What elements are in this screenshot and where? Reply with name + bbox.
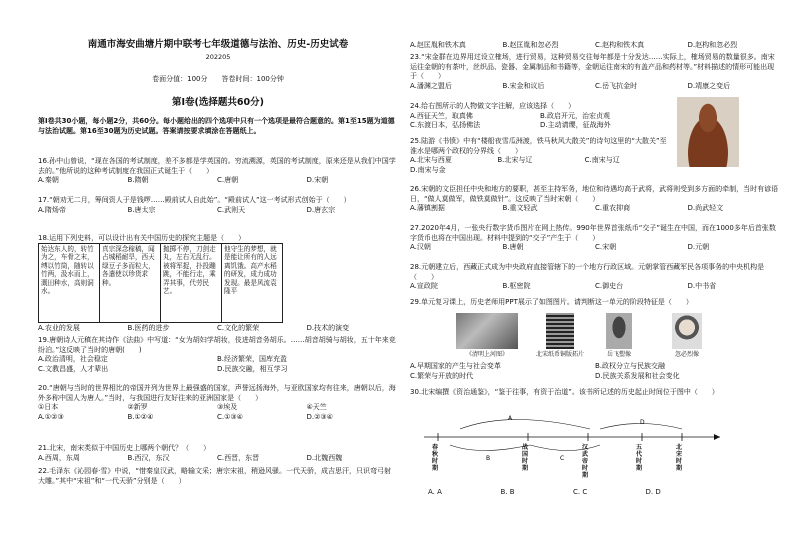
banknote-plate-image: [546, 313, 574, 349]
option-d: D.靖康之变后: [687, 81, 731, 90]
option-d: D.民族关系发展和社会变化: [595, 371, 680, 380]
option-d: D.②③④: [306, 412, 333, 421]
option-b: B.重文轻武: [502, 204, 538, 213]
option-a: A.藩镇割据: [410, 204, 445, 213]
option-c: C.宋朝: [595, 243, 617, 252]
question-stem: 18.运用下列史料，可以设计出有关中国历史的探究主题是（ ）: [38, 234, 246, 242]
question-stem: 25.陆游《书愤》中有“楼船夜雪瓜洲渡，铁马秋风大散关”的诗句这里的“大散关”至淮水是哪两个政权的分界线（ ）: [410, 137, 667, 155]
option-b: B.①②④: [127, 412, 154, 421]
question-25: [410, 137, 672, 175]
timeline-mark: B: [486, 455, 491, 462]
section-intro: 第Ⅰ卷共30小题，每小题2分，共60分。每小题给出的四个选项中只有一个选项是最符合题意的。第1至15题为道德与法治试题。第16至30题为历史试题。答案请按要求填涂在答题纸上。: [38, 117, 395, 135]
section-title: 第Ⅰ卷(选择题共60分): [172, 97, 264, 108]
question-17: [38, 196, 396, 215]
source-cell: 真宗深念稼稿，闻占城稻耐旱，西天绿豆子多而粒大，各遣使以珍货求种。: [100, 244, 161, 323]
option-c: C.唐朝: [217, 176, 239, 185]
option-c: C.岳飞抗金时: [595, 81, 638, 90]
option-d: D.民族交融，相互学习: [217, 364, 288, 373]
option-b: B.赵匡胤和忽必烈: [502, 41, 559, 49]
option-c: C. C: [573, 488, 588, 496]
option-a: A.北宋与西夏: [410, 156, 452, 165]
option-d: D.元朝: [687, 243, 710, 252]
exam-date: 202205: [205, 53, 231, 61]
option-a: A.秦朝: [38, 176, 59, 185]
question-stem: 28.元朝建立后，西藏正式成为中央政府直接管辖下的一个地方行政区域。元朝掌管西藏军民各项事务的中央机构是（ ）: [410, 263, 765, 281]
source-cell: 始达东人的，转竹为之，车骨之末，缚以竹筒，随转以竹两，汲水而上，溉田种水，高则洞水。: [39, 244, 100, 323]
question-stem: 29.单元复习课上，历史老师用PPT展示了如图图片。请判断这一单元的阶段特征是（ ）: [410, 298, 693, 306]
question-stem: 17.“朝劝无二月，筹间资人于是钱啰……殿前试人自此始”。“殿前试人”这一考试形式创始于（ ）: [38, 196, 351, 204]
question-23: [410, 53, 780, 91]
option-d: D.北魏西魏: [306, 453, 343, 462]
question-stem: 26.宋朝的文臣担任中央和地方的要职，甚至主持军务，地位和待遇均高于武将，武将则受到多方面的牵制，当时有谚语日，“做人莫做军，做铁莫做针”。这反映了当时宋朝（ ）: [410, 185, 779, 203]
item: ①日本: [38, 403, 59, 412]
caption: 岳飞塑像: [606, 351, 631, 358]
option-b: B.政启开元，治宏贞观: [540, 111, 611, 120]
question-26: [410, 185, 780, 214]
item: ③埃及: [217, 403, 238, 412]
option-b: B.政权分立与民族交融: [595, 362, 666, 370]
question-27: [410, 224, 780, 253]
question-29: [410, 298, 780, 308]
option-b: B.唐朝: [502, 243, 524, 252]
option-d: D.唐玄宗: [306, 205, 336, 214]
option-b: B.北宋与辽: [497, 156, 533, 165]
option-d: D. D: [645, 488, 661, 496]
question-stem: 24.给右图所示的人物做文字注解，应该选择（ ）: [410, 102, 576, 110]
item: ②新罗: [127, 403, 148, 412]
question-22: [38, 467, 396, 486]
timeline-label: 春秋时期: [432, 444, 439, 472]
caption: 北宋纸币铜版拓片: [535, 351, 584, 358]
caption: 《清明上河图》: [465, 351, 508, 358]
timeline-diagram: [420, 412, 720, 484]
option-a: A.赵匡胤和铁木真: [410, 41, 466, 49]
timeline-mark: D: [640, 419, 645, 426]
option-a: A.汉朝: [410, 243, 431, 252]
source-cell: 抛掷不停，刀剑走丸，左右无乱行。被将军捉，扑投蹦跳，不能行走，乘弄其事，代劳民艺。: [161, 244, 222, 323]
exam-meta: 卷面分值：100分 答卷时间：100分钟: [152, 75, 284, 83]
option-c: C.文化的繁荣: [217, 324, 260, 332]
question-stem: 21.北宋，南宋类似于中国历史上哪两个朝代？（ ）: [38, 444, 211, 452]
caption: 忽必烈像: [674, 351, 699, 358]
question-28: [410, 263, 780, 292]
question-stem: 22.毛泽东《沁园春·雪》中说，“惜秦皇汉武，略输文采；唐宗宋祖，稍逊风骚。一代天骄，成吉思汗，只识弯弓射大雕。”其中“宋祖”和“一代天骄”分别是（ ）: [38, 467, 391, 485]
portrait-image: [672, 313, 702, 349]
option-d: D.赵构和忽必烈: [687, 41, 738, 49]
option-b: B.经济繁荣，国库充盈: [217, 355, 288, 364]
question-19: [38, 336, 396, 374]
item: ④天竺: [306, 403, 327, 412]
exam-title: 南通市海安曲塘片期中联考七年级道德与法治、历史-历史试卷: [87, 39, 349, 50]
question-22-options: [410, 41, 780, 51]
option-c: C.赵构和铁木真: [595, 41, 645, 49]
timeline-label: 北宋时期: [676, 444, 683, 472]
option-c: C.繁荣与开放的时代: [410, 371, 474, 380]
timeline-mark: A: [508, 415, 513, 422]
statue-image: [606, 313, 632, 349]
option-b: B.医药的进步: [127, 324, 170, 332]
question-24: [410, 102, 670, 131]
question-stem: 20.“唐朝与当时的世界相比的帝国并列为世界上最强盛的国家，声誉远扬海外，与亚欧国家均有往来，唐朝以后，海外多称中国人为唐人。”当时，与我国进行友好往来的亚洲国家是（ ）: [38, 384, 396, 402]
timeline-label: 汉武帝时期: [582, 444, 589, 479]
option-a: A.潘渊之盟后: [410, 81, 452, 90]
option-c: C.①③④: [217, 412, 243, 421]
option-a: A.西周，东周: [38, 453, 80, 462]
question-21: [38, 444, 396, 463]
question-stem: 19.唐朝诗人元稹在其诗作《法曲》中写道：“女为胡妇学胡妆，伎进胡音务胡乐。……胡音胡骑与胡妆，五十年来竞纷泊。”这反映了当时的唐朝( ): [38, 336, 396, 354]
question-stem: 30.北宋编撰《资治通鉴》，“鉴于往事，有资于治道”。该书所记述的历史起止时间位于图中（ ）: [410, 388, 719, 396]
question-30: [410, 388, 780, 398]
question-30-options: [428, 488, 718, 498]
option-b: B.隋朝: [127, 176, 149, 185]
option-d: D.宋朝: [306, 176, 329, 185]
question-16: [38, 157, 396, 186]
source-cell: 他守生的梦想，就是能让所有的人远离饥饿。高产水稻的研发，成力成功发现。最是风流袁隆平: [222, 244, 283, 323]
option-b: B.枢密院: [502, 282, 531, 291]
option-a: A.农业的发展: [38, 324, 80, 332]
option-b: B.西汉，东汉: [127, 453, 170, 462]
option-c: C.重农抑商: [595, 204, 631, 213]
option-c: C.东渡日本，弘扬佛法: [410, 121, 481, 130]
question-29-options: [410, 362, 780, 381]
option-b: B.宋金和议后: [502, 81, 545, 90]
question-stem: 23.“宋金群在边界用过设立榷场，进行贸易，这种贸易交往每年都是十分发达……实际上，榷场贸易的数量很多。南宋运往金朝的有茶叶，丝织品、瓷器、金属制品和书籍等，金朝运往南宋的有盖产品和药材等。”材料描述的情形可能出现于（ ）: [410, 53, 775, 81]
option-a: A.早期国家的产生与社会变革: [410, 362, 501, 370]
option-d: D.尚武轻文: [687, 204, 724, 213]
option-a: A.隋炀帝: [38, 205, 66, 214]
question-18-options: [38, 324, 396, 334]
option-c: C.南宋与辽: [584, 156, 620, 165]
painting-image: [456, 313, 518, 349]
option-a: A.①②③: [38, 412, 64, 421]
option-a: A.政治清明，社会稳定: [38, 355, 108, 364]
option-a: A.宣政院: [410, 282, 438, 291]
option-a: A. A: [428, 488, 442, 496]
option-b: B.唐太宗: [127, 205, 156, 214]
monk-statue-image: [677, 97, 739, 167]
timeline-mark: C: [560, 455, 565, 462]
source-table: [38, 243, 283, 323]
timeline-label: 五代时期: [636, 444, 643, 472]
timeline-label: 战国时期: [522, 444, 529, 472]
question-stem: 16.孙中山曾说，“现在各国的考试制度，差不多都是学英国的。穷流溯源，英国的考试制度，原来还是从我们中国学去的。”他所说的这种考试制度在我国正式诞生于（ ）: [38, 157, 396, 175]
option-b: B. B: [500, 488, 515, 496]
option-d: D.南宋与金: [410, 165, 446, 174]
option-c: C.武则天: [217, 205, 246, 214]
option-c: C.西晋，东晋: [217, 453, 260, 462]
option-d: D.中书省: [687, 282, 717, 291]
question-stem: 27.2020年4月，一张央行数字货币图片在网上热传。990年世界首张纸币“交子”诞生在中国，而在1000多年后首张数字货币也将在中国出现。材料中提到的“交子”产生于（ ）: [410, 224, 776, 242]
question-20: [38, 384, 396, 422]
option-a: A.西征天竺，取真佛: [410, 111, 473, 120]
option-d: D.主动请缨，征战海外: [540, 121, 611, 130]
option-c: C.御史台: [595, 282, 624, 291]
option-c: C.文教昌盛，人才辈出: [38, 364, 109, 373]
option-d: D.技术的演变: [306, 324, 350, 332]
